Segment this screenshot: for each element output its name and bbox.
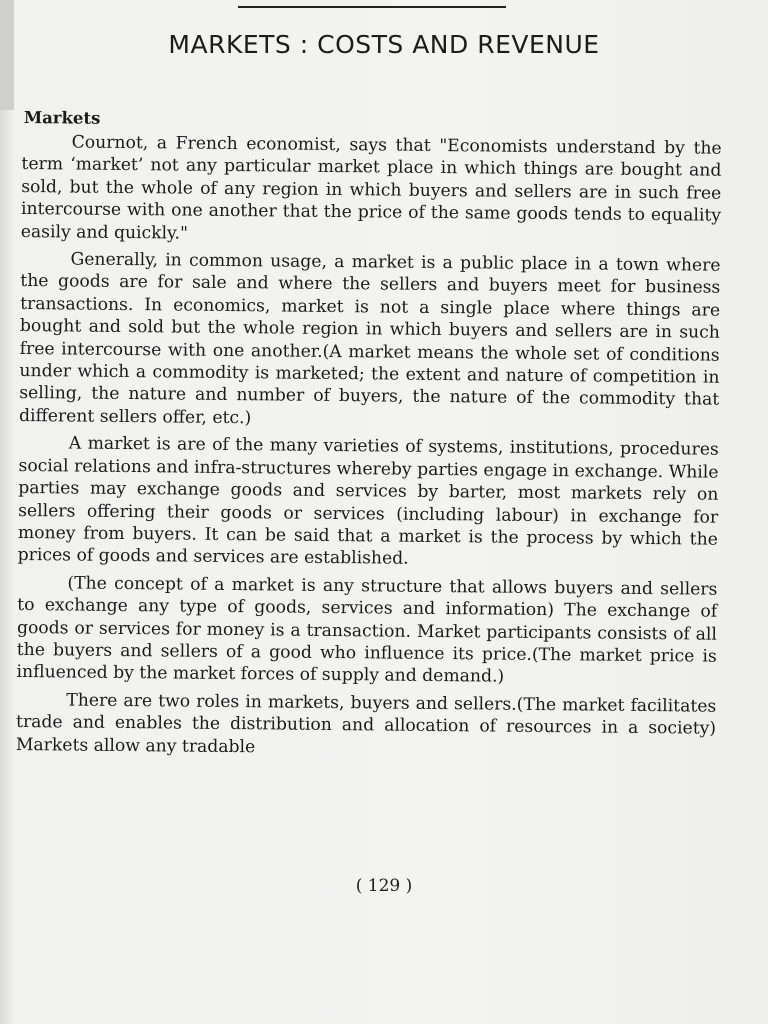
section-heading: Markets xyxy=(23,108,101,128)
body-text xyxy=(16,108,722,768)
chapter-title: MARKETS : COSTS AND REVENUE xyxy=(168,30,600,59)
paragraph-common-usage: Generally, in common usage, a market is a public place in a town where the goods are for sale and where the sellers and buyers meet for business transactions. In economics, market is not a single place where things are bought and sold but the whole region in which buyers and sellers are in such free intercourse with one another.(A market means the whole set of conditions under which a commodity is marketed; the extent and nature of competition in selling, the nature and number of buyers, the nature of the commodity that different sellers offer, etc.) xyxy=(18,249,721,429)
paragraph-market-systems: A market is are of the many varieties of systems, institutions, procedures social relations and infra-structures whereby parties engage in exchange. While parties may exchange goods and services by barter, most markets rely on sellers offering their goods or services (including labour) in exchange for money from buyers. It can be said that a market is the process by which the prices of goods and services are established. xyxy=(17,433,719,570)
paragraph-cournot: Cournot, a French economist, says that "Economists understand by the term ‘market’ not any particular market place in which things are bought and sold, but the whole of any region in which buyers and sellers are in such free intercourse with one another that the price of the same goods tends to equality easily and quickly." xyxy=(20,132,722,244)
page-number: ( 129 ) xyxy=(355,876,413,896)
header-rule xyxy=(238,6,506,8)
paragraph-market-roles: There are two roles in markets, buyers and sellers.(The market facilitates trade and enables the distribution and allocation of resources in a society) Markets allow any tradable xyxy=(15,690,717,757)
paragraph-market-concept: (The concept of a market is any structure that allows buyers and sellers to exchange any type of goods, services and information) The exchange of goods or services for money is a transaction. Market participants consists of all the buyers and sellers of a good who influence its price.(The market price is influenced by the market forces of supply and demand.) xyxy=(16,573,718,687)
